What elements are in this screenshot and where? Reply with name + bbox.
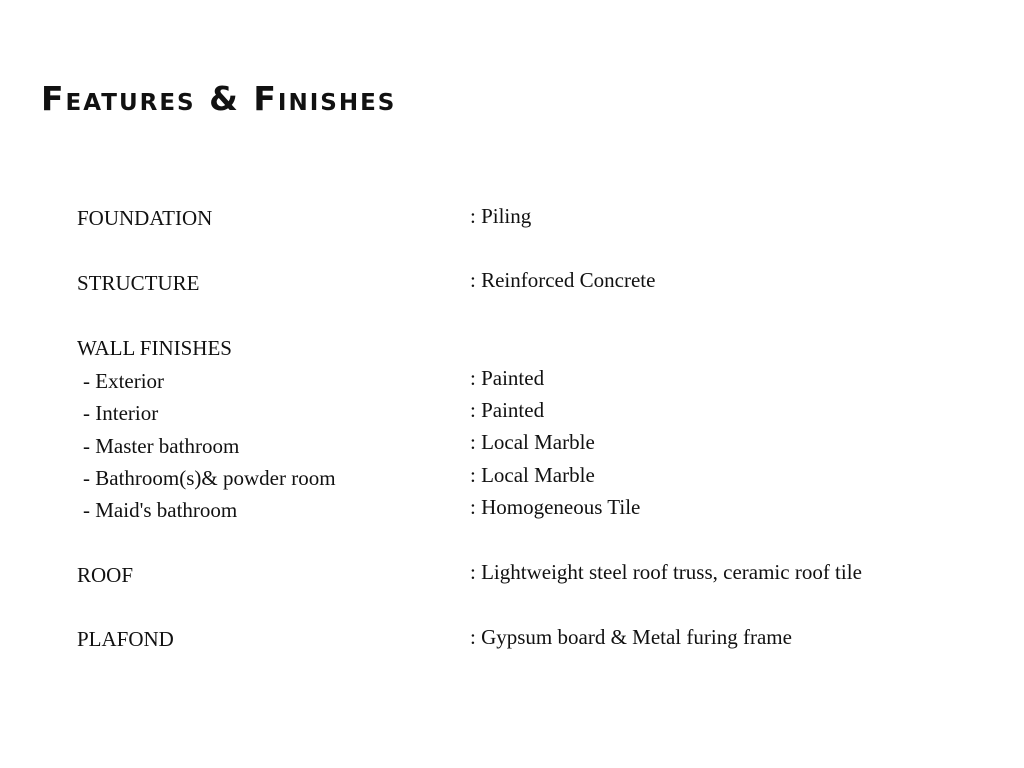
spec-value-roof: : Lightweight steel roof truss, ceramic roof tile (470, 560, 862, 584)
spec-label-exterior: - Exterior (83, 369, 165, 393)
spec-label-bathrooms-powder-room: - Bathroom(s)& powder room (83, 466, 336, 490)
spec-label-structure: STRUCTURE (77, 271, 200, 295)
spec-value-structure: : Reinforced Concrete (470, 268, 656, 292)
spec-value-plafond: : Gypsum board & Metal furing frame (470, 625, 792, 649)
spec-value-bathrooms-powder-room: : Local Marble (470, 463, 595, 487)
spec-label-interior: - Interior (83, 401, 159, 425)
spec-label-plafond: PLAFOND (77, 627, 174, 651)
spec-label-roof: ROOF (77, 563, 134, 587)
spec-value-master-bathroom: : Local Marble (470, 430, 595, 454)
spec-label-master-bathroom: - Master bathroom (83, 434, 240, 458)
spec-label-maids-bathroom: - Maid's bathroom (83, 498, 238, 522)
spec-value-interior: : Painted (470, 398, 545, 422)
spec-value-foundation: : Piling (470, 204, 532, 228)
spec-label-foundation: FOUNDATION (77, 206, 213, 230)
spec-value-maids-bathroom: : Homogeneous Tile (470, 495, 641, 519)
spec-value-exterior: : Painted (470, 366, 545, 390)
page-title: Features & Finishes (41, 79, 397, 118)
spec-label-wall-finishes: WALL FINISHES (77, 336, 232, 360)
